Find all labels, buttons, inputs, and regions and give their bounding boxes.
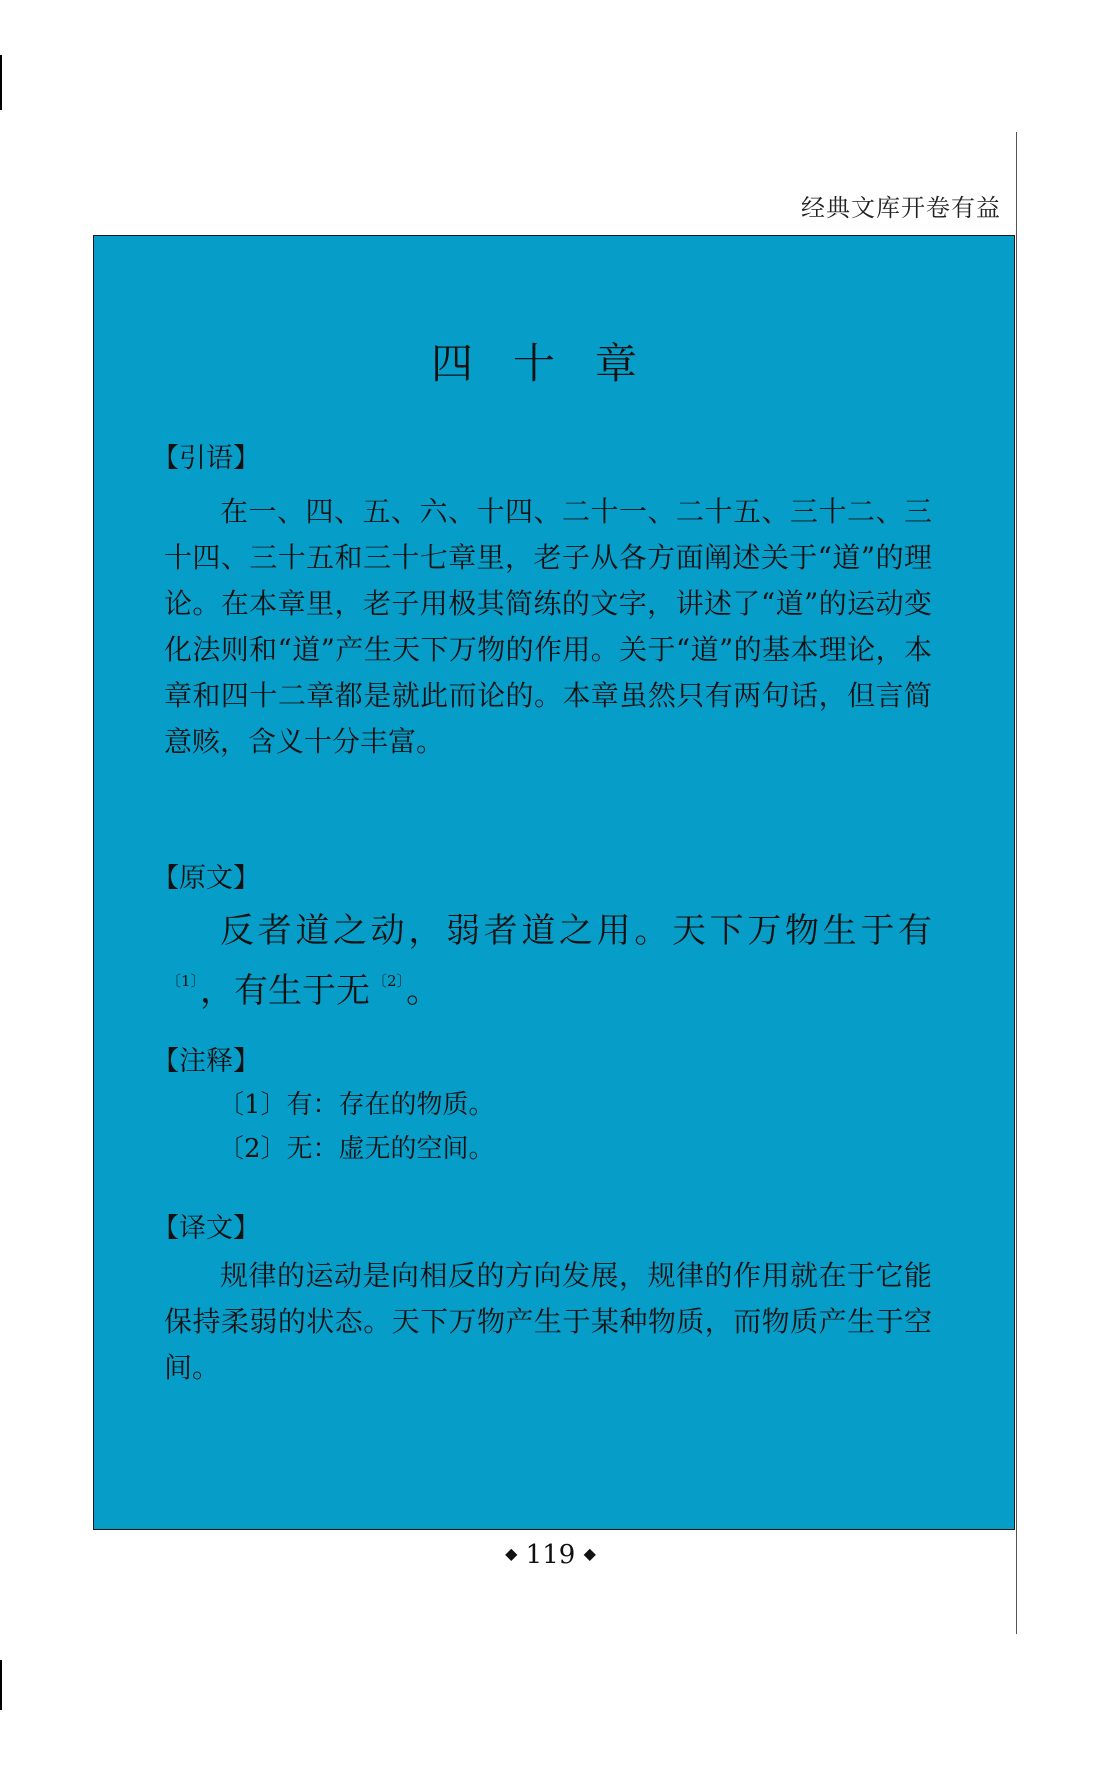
diamond-left-icon: ◆ — [505, 1544, 518, 1563]
notes-heading: 【注释】 — [152, 1046, 260, 1077]
crop-mark-top — [0, 55, 2, 110]
translation-heading: 【译文】 — [152, 1213, 260, 1244]
footnote-ref-1: 〔1〕 — [166, 972, 199, 990]
original-text-part3: 。 — [406, 971, 441, 1011]
footnote-ref-2: 〔2〕 — [372, 972, 405, 990]
page-edge-rule — [1016, 132, 1017, 1634]
translation-text: 规律的运动是向相反的方向发展，规律的作用就在于它能保持柔弱的状态。天下万物产生于某种物质，而物质产生于空间。 — [164, 1259, 932, 1384]
crop-mark-bottom — [0, 1660, 2, 1710]
running-header: 经典文库开卷有益 — [801, 194, 1001, 222]
page-number: 119 — [525, 1540, 576, 1570]
original-text-part2: ，有生于无 — [200, 971, 371, 1011]
note-item-1: 〔1〕有：存在的物质。 — [218, 1090, 495, 1120]
note-item-2: 〔2〕无：虚无的空间。 — [218, 1134, 495, 1164]
intro-text: 在一、四、五、六、十四、二十一、二十五、三十二、三十四、三十五和三十七章里，老子从各方面阐述关于“道”的理论。在本章里，老子用极其简练的文字，讲述了“道”的运动变化法则和“道”产生天下万物的作用。关于“道”的基本理论，本章和四十二章都是就此而论的。本章虽然只有两句话，但言简意赅，含义十分丰富。 — [164, 495, 932, 758]
content-panel — [93, 235, 1015, 1530]
page-footer — [0, 1540, 1101, 1570]
original-text-part1: 反者道之动，弱者道之用。天下万物生于有 — [220, 911, 932, 951]
diamond-right-icon: ◆ — [583, 1544, 596, 1563]
original-heading: 【原文】 — [152, 863, 260, 894]
chapter-title: 四十章 — [430, 339, 677, 388]
original-text — [164, 906, 932, 1016]
intro-heading: 【引语】 — [152, 443, 260, 474]
